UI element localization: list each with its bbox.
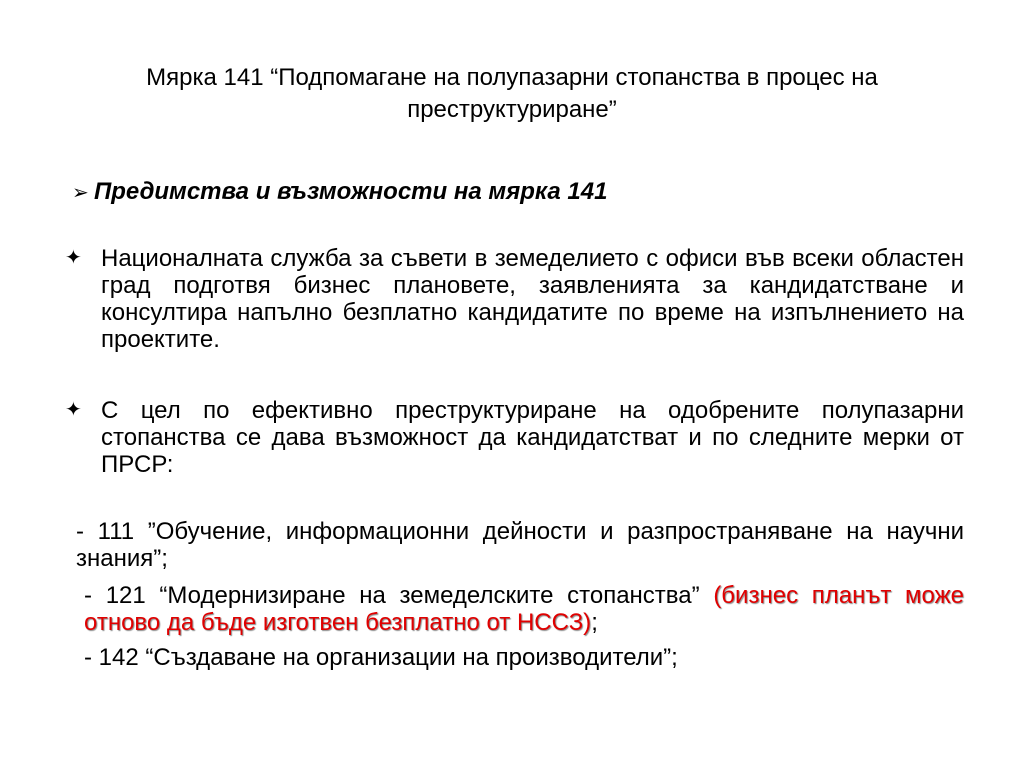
star-bullet-icon: ✦	[65, 247, 82, 269]
measure-dash: -	[84, 644, 99, 671]
star-bullet-icon: ✦	[65, 399, 82, 421]
measure-dash: -	[76, 518, 98, 545]
bullet-text: Националната служба за съвети в земеделието с офиси във всеки областен град подготвя бизнес плановете, заявленията за кандидатстване и консултира напълно безплатно кандидатите по време на изпълнението на проектите.	[101, 245, 964, 353]
section-heading-text: Предимства и възможности на мярка 141	[94, 178, 608, 205]
measure-suffix: ;	[591, 609, 598, 636]
bullet-text: С цел по ефективно преструктуриране на одобрените полупазарни стопанства се дава възможност да кандидатстват и по следните мерки от ПРСР:	[101, 397, 964, 478]
section-heading	[72, 176, 952, 209]
bullet-item	[60, 245, 964, 353]
measure-dash: -	[84, 582, 106, 609]
measure-highlight-note: (бизнес планът може отново да бъде изготвен безплатно от НССЗ)	[84, 582, 964, 636]
measure-text: 111 ”Обучение, информационни дейности и разпространяване на научни знания”;	[76, 518, 964, 572]
slide-title: Мярка 141 “Подпомагане на полупазарни стопанства в процес на преструктуриране”	[146, 64, 878, 123]
bullet-item	[60, 397, 964, 478]
measure-text: 142 “Създаване на организации на производители”;	[98, 644, 678, 671]
measure-text: 121 “Модернизиране на земеделските стопанства”	[105, 582, 714, 609]
measure-item	[84, 582, 964, 636]
measure-item	[84, 644, 964, 671]
arrow-bullet-icon: ➢	[72, 182, 89, 204]
measure-item	[76, 518, 964, 572]
